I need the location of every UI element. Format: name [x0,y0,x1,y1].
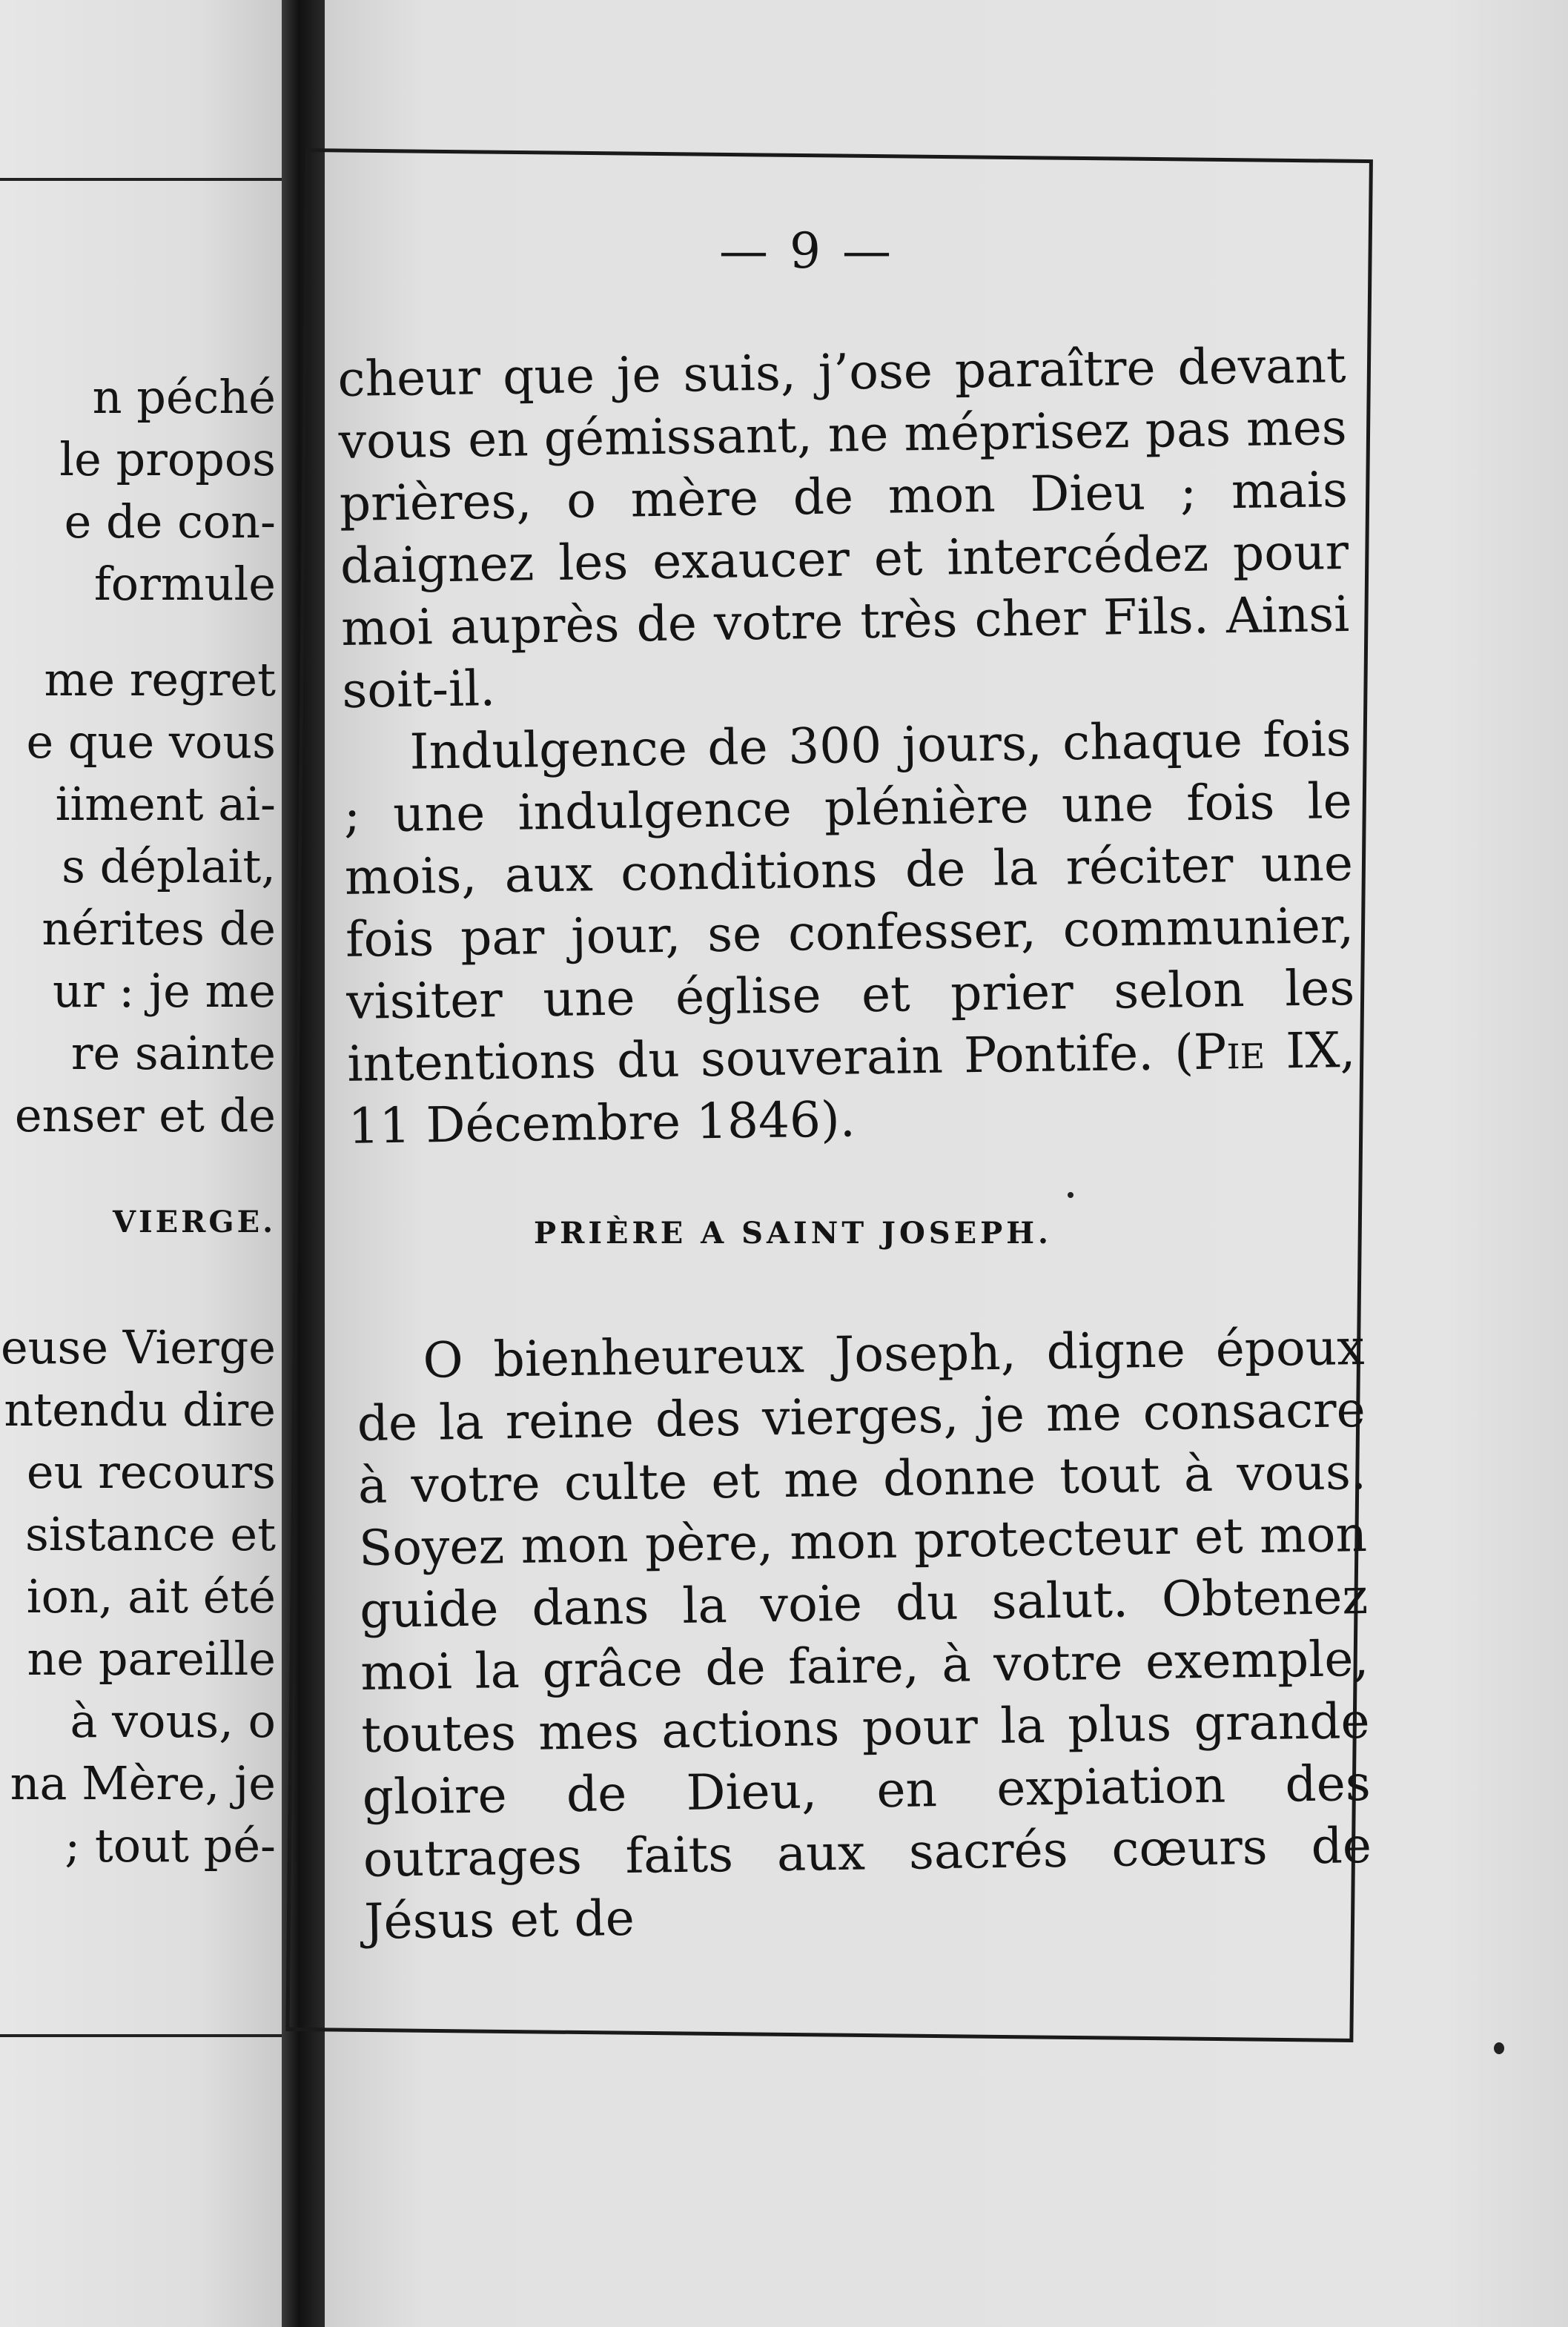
left-page-frame [0,178,282,2037]
left-line: le propos [59,432,276,486]
text-block-top [337,334,1357,1158]
left-line: e que vous [26,715,276,769]
left-line: enser et de [14,1088,276,1142]
left-line: formule [93,557,276,611]
left-line: ne pareille [27,1632,276,1686]
left-line: à vous, o [70,1694,276,1748]
pope-name: Pie [1193,1022,1266,1081]
left-line: euse Vierge [0,1320,276,1374]
prayer-ending: cheur que je suis, j’ose paraître devant vous en gémissant, ne méprisez pas mes prières, o mère de mon Dieu ; mais daignez les exaucer et intercédez pour moi auprès de votre très cher Fils. Ainsi soit-il. [337,337,1350,719]
left-line: sistance et [24,1507,276,1561]
speck-mark [1494,2042,1504,2054]
left-line: e de con- [64,494,276,549]
left-page-text [0,366,276,1877]
joseph-prayer: O bienheureux Joseph, digne époux de la reine des vierges, je me consacre à votre culte et me donne tout à vous. Soyez mon père, mon protecteur et mon guide dans la voie du salut. Obtenez moi la grâce de faire, à votre exemple, toutes mes actions pour la plus grande gloire de Dieu, en expiation des outrages faits aux sacrés cœurs de Jésus et de [357,1319,1372,1950]
left-line: iiment ai- [55,777,276,831]
speck-mark [1068,1192,1074,1198]
section-title: PRIÈRE A SAINT JOSEPH. [534,1216,1052,1251]
indulgence-note [343,708,1357,1158]
left-line: nérites de [42,901,276,956]
left-line: re sainte [70,1026,276,1080]
left-heading: VIERGE. [112,1205,276,1239]
left-line: ion, ait été [26,1569,276,1623]
left-line: s déplait, [62,839,276,893]
indulgence-text: Indulgence de 300 jours, chaque fois ; une indulgence plénière une fois le mois, aux conditions de la réciter une fois par jour, se confesser, communier, visiter une église et prier selon les intentions du souverain Pontife. ( [343,709,1355,1093]
left-line: n péché [92,370,276,424]
text-block-bottom [356,1317,1373,1953]
left-line: ; tout pé- [64,1818,276,1873]
left-line: eu recours [26,1445,276,1499]
left-line: na Mère, je [10,1756,276,1810]
left-line: ur : je me [53,964,276,1018]
indulgence-date: IX, 11 Décembre 1846). [348,1021,1356,1155]
left-line: ntendu dire [4,1383,276,1437]
left-line: me regret [44,652,276,706]
page-number: — 9 — [719,222,894,279]
